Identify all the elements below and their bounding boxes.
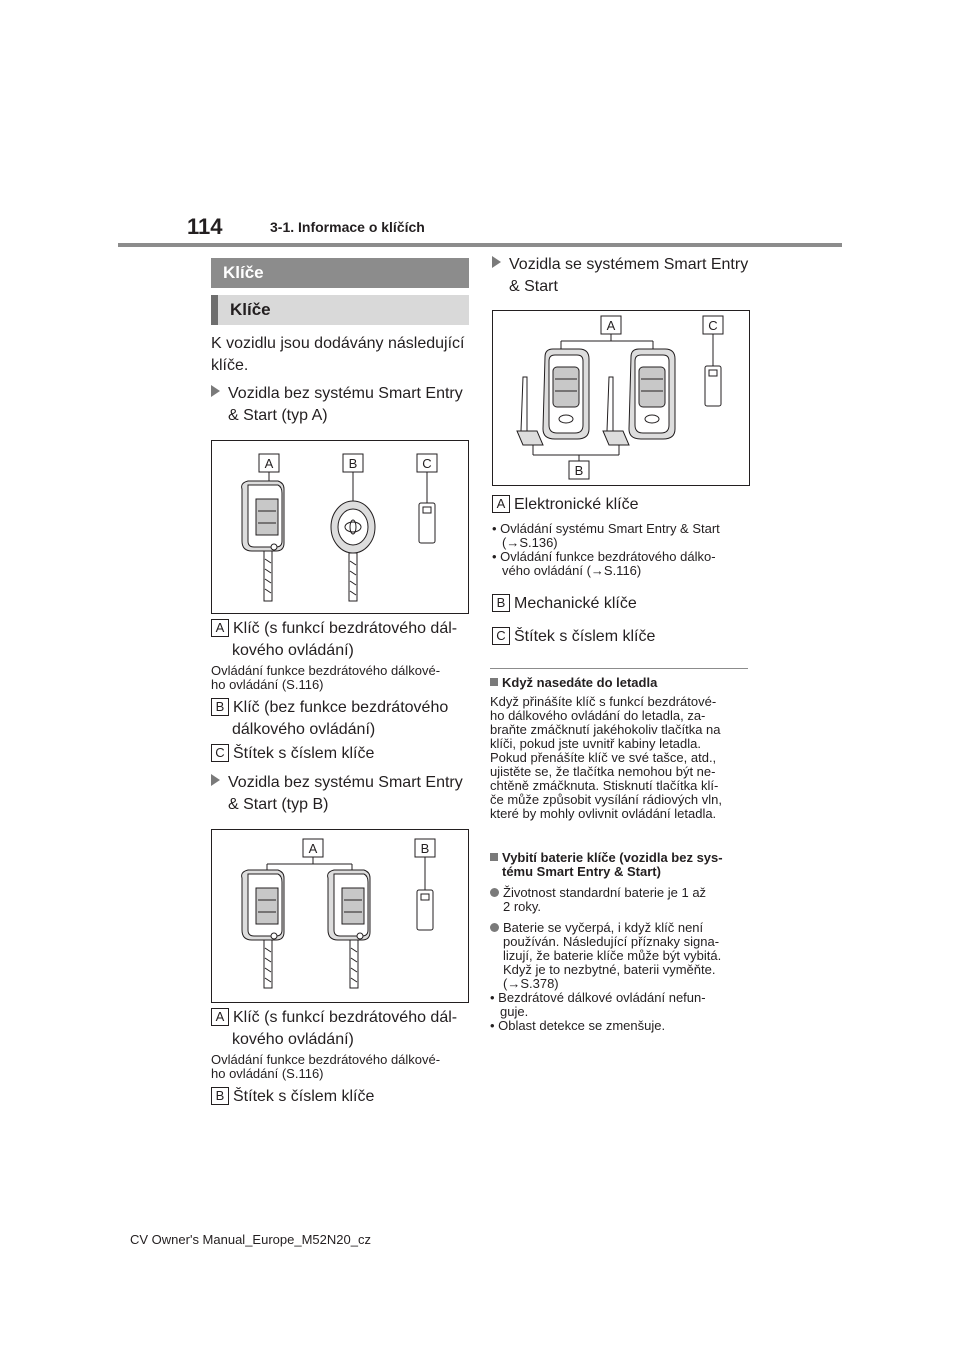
battery-bullet-2-line: používán. Následující příznaky signa-	[503, 934, 720, 949]
airplane-line: ho dálkového ovládání do letadla, za-	[490, 708, 706, 723]
intro-line-1: K vozidlu jsou dodávány následující	[211, 335, 465, 352]
notes-divider	[490, 668, 748, 669]
label-a-badge: A	[492, 495, 510, 513]
v1-a-note	[211, 664, 440, 692]
airplane-line: klíči, pokud jste uvnitř kabiny letadla.	[490, 736, 701, 751]
variant-2-line-2: & Start (typ B)	[228, 796, 329, 813]
label-b-badge: B	[492, 594, 510, 612]
keys-type-a-illustration	[212, 441, 468, 613]
fig2-label-a: A	[308, 841, 318, 856]
airplane-body	[490, 695, 722, 821]
v1-b-line-1: Klíč (bez funkce bezdrátového	[233, 699, 449, 716]
v3-item-c	[492, 626, 655, 648]
fig1-label-b: B	[348, 456, 358, 471]
v3-c-line-1: Štítek s číslem klíče	[514, 628, 656, 645]
triangle-bullet-icon	[492, 256, 501, 268]
v2-a-line-2: kového ovládání)	[232, 1031, 354, 1048]
square-bullet-icon	[490, 853, 498, 861]
v3-item-b	[492, 593, 637, 615]
figure-keys-type-a	[211, 440, 469, 614]
battery-bullet-2-line: lizují, že baterie klíče může být vybitá.	[503, 948, 722, 963]
round-bullet-icon	[490, 923, 499, 932]
airplane-title: Když nasedáte do letadla	[502, 675, 658, 690]
battery-bullet-2-line: Baterie se vyčerpá, i když klíč není	[490, 921, 723, 935]
variant-2-line-1: Vozidla bez systému Smart Entry	[228, 774, 463, 791]
battery-title-line-2: tému Smart Entry & Start)	[502, 864, 661, 879]
airplane-note	[490, 676, 722, 821]
heading-primary: Klíče	[211, 258, 469, 288]
battery-bullet-2	[490, 921, 723, 991]
battery-bullet-2-line: (→S.378)	[503, 976, 559, 991]
v3-a-bullets	[492, 522, 720, 578]
v1-b-line-2: dálkového ovládání)	[232, 721, 376, 738]
variant-1-line-1: Vozidla bez systému Smart Entry	[228, 385, 463, 402]
figure-keys-type-b	[211, 829, 469, 1003]
battery-sub-1-line-1: • Bezdrátové dálkové ovládání nefun-	[490, 990, 706, 1005]
airplane-line: Když přinášíte klíč s funkcí bezdrátové-	[490, 694, 717, 709]
variant-2-heading	[211, 772, 463, 816]
figure-smart-keys	[492, 310, 750, 486]
v3-b-line-1: Mechanické klíče	[514, 595, 637, 612]
v2-a-note-line-1: Ovládání funkce bezdrátového dálkové-	[211, 1052, 441, 1067]
fig3-label-a: A	[606, 318, 616, 333]
battery-bullet-1-line-1: Životnost standardní baterie je 1 až	[503, 885, 707, 900]
v3-item-a	[492, 494, 639, 516]
fig3-label-c: C	[708, 318, 718, 333]
header-rule	[118, 243, 842, 247]
triangle-bullet-icon	[211, 385, 220, 397]
battery-bullet-1-line-2: 2 roky.	[503, 899, 542, 914]
v2-a-note-line-2: ho ovládání (S.116)	[211, 1066, 324, 1081]
keys-type-b-illustration	[212, 830, 468, 1002]
battery-note	[490, 851, 723, 1033]
v3-a-bullet-1-line-1: • Ovládání systému Smart Entry & Start	[492, 521, 720, 536]
v1-a-line-1: Klíč (s funkcí bezdrátového dál-	[233, 620, 458, 637]
airplane-line: chtěně zmáčknuta. Stisknutí tlačítka klí-	[490, 778, 719, 793]
v2-a-note	[211, 1053, 440, 1081]
v1-a-note-line-2: ho ovládání (S.116)	[211, 677, 324, 692]
battery-sub-2-line-1: • Oblast detekce se zmenšuje.	[490, 1018, 666, 1033]
v2-a-line-1: Klíč (s funkcí bezdrátového dál-	[233, 1009, 458, 1026]
v2-b-line-1: Štítek s číslem klíče	[233, 1088, 375, 1105]
airplane-line: če může způsobit vysílání rádiových vln,	[490, 792, 722, 807]
v1-a-line-2: kového ovládání)	[232, 642, 354, 659]
v2-item-b	[211, 1086, 374, 1108]
intro-text	[211, 333, 465, 377]
battery-bullet-2-line: Když je to nezbytné, baterii vyměňte.	[503, 962, 716, 977]
v3-a-line-1: Elektronické klíče	[514, 496, 639, 513]
fig1-label-a: A	[264, 456, 274, 471]
variant-3-line-1: Vozidla se systémem Smart Entry	[509, 256, 749, 273]
airplane-line: ujistěte se, že tlačítka nemohou být ne-	[490, 764, 716, 779]
label-a-badge: A	[211, 1008, 229, 1026]
heading-secondary: Klíče	[211, 295, 469, 325]
v3-a-bullet-2-line-1: • Ovládání funkce bezdrátového dálko-	[492, 549, 716, 564]
airplane-line: braňte zmáčknutí jakéhokoliv tlačítka na	[490, 722, 721, 737]
v1-item-b	[211, 697, 448, 741]
v2-item-a	[211, 1007, 457, 1051]
footer-text: CV Owner's Manual_Europe_M52N20_cz	[130, 1232, 371, 1247]
section-title: 3-1. Informace o klíčích	[270, 219, 425, 235]
airplane-line: které by mohly ovlivnit ovládání letadla.	[490, 806, 717, 821]
v3-a-bullet-1-line-2: (→S.136)	[502, 535, 558, 550]
v1-a-note-line-1: Ovládání funkce bezdrátového dálkové-	[211, 663, 441, 678]
round-bullet-icon	[490, 888, 499, 897]
fig3-label-b: B	[574, 463, 584, 478]
triangle-bullet-icon	[211, 774, 220, 786]
battery-title-line-1: Vybití baterie klíče (vozidla bez sys-	[502, 850, 723, 865]
fig2-label-b: B	[420, 841, 430, 856]
v1-c-line-1: Štítek s číslem klíče	[233, 745, 375, 762]
square-bullet-icon	[490, 678, 498, 686]
v1-item-a	[211, 618, 457, 662]
variant-1-line-2: & Start (typ A)	[228, 407, 328, 424]
v1-item-c	[211, 743, 374, 765]
smart-keys-illustration	[493, 311, 749, 485]
label-c-badge: C	[492, 627, 510, 645]
label-b-badge: B	[211, 1087, 229, 1105]
battery-sub-1-line-2: guje.	[500, 1004, 529, 1019]
fig1-label-c: C	[422, 456, 432, 471]
airplane-line: Pokud přenášíte klíč ve své tašce, atd.,	[490, 750, 717, 765]
variant-3-line-2: & Start	[509, 278, 558, 295]
label-b-badge: B	[211, 698, 229, 716]
label-a-badge: A	[211, 619, 229, 637]
intro-line-2: klíče.	[211, 357, 249, 374]
label-c-badge: C	[211, 744, 229, 762]
v3-a-bullet-2-line-2: vého ovládání (→S.116)	[502, 563, 642, 578]
variant-3-heading	[492, 254, 748, 298]
variant-1-heading	[211, 383, 463, 427]
page-number: 114	[187, 214, 223, 239]
